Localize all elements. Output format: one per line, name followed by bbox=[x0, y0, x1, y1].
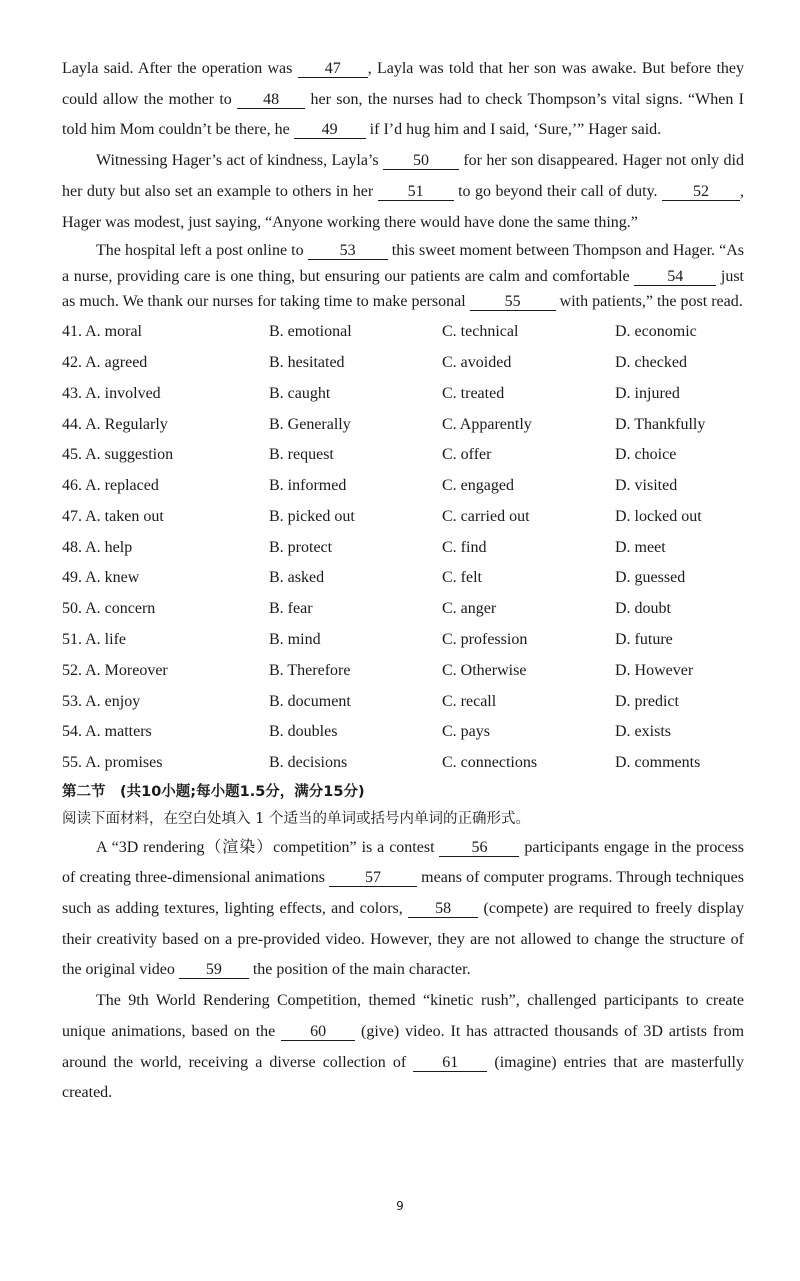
option-d: D. doubt bbox=[615, 600, 671, 618]
option-b: B. doubles bbox=[269, 723, 338, 741]
option-row-44 bbox=[62, 409, 744, 440]
option-b: B. Generally bbox=[269, 415, 351, 433]
text: The 9th World Rendering Competition, themed “kinetic rush”, challenged participants to create unique animations, based on the bbox=[62, 992, 744, 1040]
option-row-53 bbox=[62, 686, 744, 717]
text: , Layla was told that her son was awake. But before they could allow the mother to bbox=[62, 60, 745, 108]
text: means of computer programs. Through techniques such as adding textures, lighting effects, and colors, bbox=[62, 869, 744, 918]
option-c: C. treated bbox=[442, 384, 505, 402]
option-b: B. mind bbox=[269, 631, 321, 649]
passage-paragraph-3 bbox=[62, 238, 744, 315]
text: Layla said. After the operation was bbox=[62, 60, 298, 77]
blank-49: 49 bbox=[294, 122, 366, 139]
option-b: B. emotional bbox=[269, 323, 352, 341]
text: The hospital left a post online to bbox=[96, 242, 308, 260]
section2-paragraph-2 bbox=[62, 986, 744, 1109]
option-row-47 bbox=[62, 502, 744, 533]
option-c: C. avoided bbox=[442, 353, 512, 371]
options-list bbox=[62, 317, 744, 779]
text: , Hager was modest, just saying, “Anyone working there would have done the same thing.” bbox=[62, 182, 744, 231]
blank-50: 50 bbox=[383, 153, 459, 170]
text: Witnessing Hager’s act of kindness, Layla’s bbox=[96, 152, 383, 170]
blank-59: 59 bbox=[179, 962, 249, 979]
blank-51: 51 bbox=[378, 184, 454, 201]
option-row-49 bbox=[62, 563, 744, 594]
option-c: C. Otherwise bbox=[442, 661, 527, 679]
option-c: C. connections bbox=[442, 754, 538, 772]
option-d: D. choice bbox=[615, 446, 677, 464]
option-row-55 bbox=[62, 748, 744, 779]
option-c: C. anger bbox=[442, 600, 497, 618]
option-b: B. decisions bbox=[269, 754, 348, 772]
blank-61: 61 bbox=[413, 1055, 487, 1072]
option-a: 47. A. taken out bbox=[62, 507, 164, 525]
option-c: C. find bbox=[442, 538, 487, 556]
option-b: B. caught bbox=[269, 384, 331, 402]
text: her son, the nurses had to check Thompson’s vital signs. “When I told him Mom couldn’t be there, he bbox=[62, 90, 745, 139]
option-c: C. recall bbox=[442, 692, 497, 710]
text: to go beyond their call of duty. bbox=[453, 182, 662, 200]
option-b: B. picked out bbox=[269, 507, 355, 525]
option-c: C. Apparently bbox=[442, 415, 532, 433]
option-row-45 bbox=[62, 440, 744, 471]
option-d: D. visited bbox=[615, 477, 678, 495]
option-row-51 bbox=[62, 625, 744, 656]
text: just as much. We thank our nurses for taking time to make personal bbox=[62, 267, 745, 311]
option-d: D. Thankfully bbox=[615, 415, 706, 433]
option-c: C. pays bbox=[442, 723, 490, 741]
text: (give) video. It has attracted thousands of 3D artists from around the world, receiving a diverse collection of bbox=[62, 1022, 745, 1071]
option-c: C. carried out bbox=[442, 507, 530, 525]
option-a: 51. A. life bbox=[62, 631, 126, 649]
option-d: D. exists bbox=[615, 723, 671, 741]
option-a: 45. A. suggestion bbox=[62, 446, 174, 464]
option-a: 46. A. replaced bbox=[62, 477, 159, 495]
blank-53: 53 bbox=[308, 243, 388, 260]
option-c: C. profession bbox=[442, 631, 528, 649]
text: if I’d hug him and I said, ‘Sure,’” Hager said. bbox=[365, 121, 662, 139]
option-d: D. locked out bbox=[615, 507, 702, 525]
option-d: D. future bbox=[615, 631, 673, 649]
blank-55: 55 bbox=[470, 294, 556, 311]
text: participants engage in the process of creating three-dimensional animations bbox=[62, 838, 745, 887]
option-row-50 bbox=[62, 594, 744, 625]
exam-page bbox=[62, 54, 744, 1109]
option-b: B. hesitated bbox=[269, 353, 345, 371]
passage-paragraph-2 bbox=[62, 146, 744, 238]
option-b: B. fear bbox=[269, 600, 313, 618]
option-a: 43. A. involved bbox=[62, 384, 161, 402]
option-b: B. request bbox=[269, 446, 334, 464]
option-c: C. engaged bbox=[442, 477, 514, 495]
option-b: B. protect bbox=[269, 538, 333, 556]
text: (imagine) entries that are masterfully created. bbox=[62, 1053, 744, 1102]
blank-48: 48 bbox=[237, 92, 305, 109]
option-a: 50. A. concern bbox=[62, 600, 156, 618]
text: this sweet moment between Thompson and Hager. “As a nurse, providing care is one thing, but ensuring our patients are calm and comfortable bbox=[62, 242, 744, 285]
blank-58: 58 bbox=[408, 901, 478, 918]
option-row-42 bbox=[62, 348, 744, 379]
option-d: D. guessed bbox=[615, 569, 686, 587]
option-a: 55. A. promises bbox=[62, 754, 163, 772]
text: with patients,” the post read. bbox=[555, 293, 743, 311]
passage-paragraph-1 bbox=[62, 54, 744, 146]
option-d: D. predict bbox=[615, 692, 679, 710]
option-d: D. checked bbox=[615, 353, 687, 371]
option-row-41 bbox=[62, 317, 744, 348]
option-a: 48. A. help bbox=[62, 538, 133, 556]
blank-56: 56 bbox=[439, 840, 519, 857]
text: (compete) are required to freely display their creativity based on a pre-provided video. However, they are not allowed to change the structure of the original video bbox=[62, 900, 745, 979]
option-b: B. Therefore bbox=[269, 661, 351, 679]
option-row-43 bbox=[62, 378, 744, 409]
option-row-48 bbox=[62, 532, 744, 563]
option-a: 54. A. matters bbox=[62, 723, 152, 741]
blank-54: 54 bbox=[634, 269, 716, 286]
section-title: 第二节 (共10小题;每小题1.5分，满分15分) bbox=[62, 783, 365, 800]
blank-47: 47 bbox=[298, 61, 368, 78]
option-b: B. asked bbox=[269, 569, 325, 587]
blank-52: 52 bbox=[662, 184, 740, 201]
option-d: D. injured bbox=[615, 384, 680, 402]
option-d: D. meet bbox=[615, 538, 666, 556]
option-a: 49. A. knew bbox=[62, 569, 140, 587]
text: the position of the main character. bbox=[248, 961, 471, 979]
page-number: 9 bbox=[396, 1199, 404, 1213]
option-a: 42. A. agreed bbox=[62, 353, 148, 371]
option-row-52 bbox=[62, 655, 744, 686]
option-a: 41. A. moral bbox=[62, 323, 142, 341]
option-b: B. document bbox=[269, 692, 351, 710]
option-b: B. informed bbox=[269, 477, 347, 495]
option-c: C. offer bbox=[442, 446, 492, 464]
option-d: D. comments bbox=[615, 754, 701, 772]
option-row-54 bbox=[62, 717, 744, 748]
section-instruction: 阅读下面材料，在空白处填入 1 个适当的单词或括号内单词的正确形式。 bbox=[62, 810, 530, 827]
blank-60: 60 bbox=[281, 1024, 355, 1041]
option-a: 44. A. Regularly bbox=[62, 415, 168, 433]
option-d: D. economic bbox=[615, 323, 697, 341]
blank-57: 57 bbox=[329, 870, 417, 887]
option-c: C. technical bbox=[442, 323, 519, 341]
option-d: D. However bbox=[615, 661, 694, 679]
text: A “3D rendering（渲染）competition” is a contest bbox=[96, 838, 440, 856]
text: for her son disappeared. Hager not only did her duty but also set an example to others in her bbox=[62, 152, 744, 200]
section2-paragraph-1 bbox=[62, 833, 744, 987]
option-c: C. felt bbox=[442, 569, 482, 587]
option-a: 52. A. Moreover bbox=[62, 661, 168, 679]
option-row-46 bbox=[62, 471, 744, 502]
option-a: 53. A. enjoy bbox=[62, 692, 141, 710]
